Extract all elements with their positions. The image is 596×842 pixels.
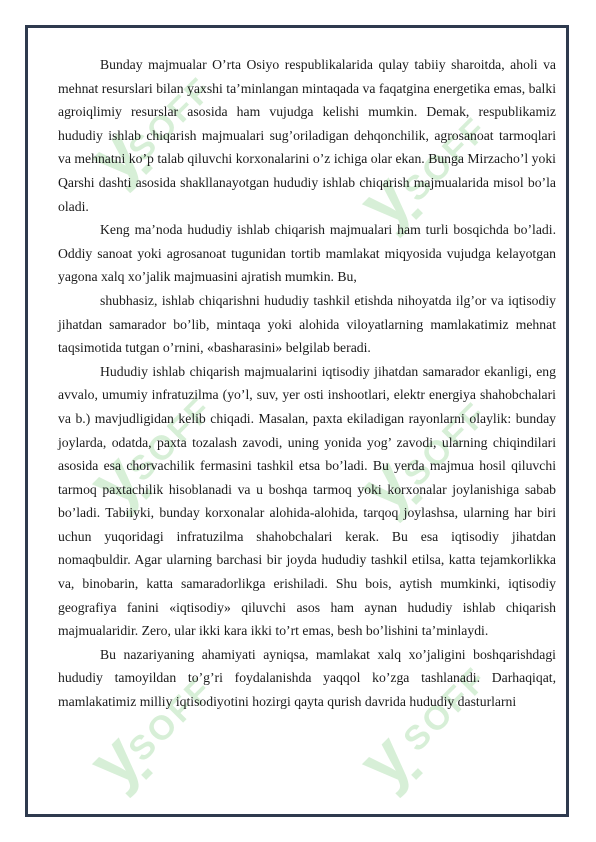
watermark-text: SOFF <box>396 109 496 209</box>
paragraph: Bunday majmualar O’rta Osiyo respublikalarida qulay tabiiy sharoitda, aholi va mehnat resurslari bilan yaxshi ta’minlangan mintaqada va faqatgina energetika emas, balki agroiqlimiy resurslar asosida ham vujudga kelishi mumkin. Demak, respublikamiz hududiy ishlab chiqarish majmualari sug’oriladigan dehqonchilik, agrosanoat tarmoqlari va mehnatni ko’p talab qiluvchi korxonalarini o’z ichiga olar ekan. Bunga Mirzacho’l yoki Qarshi dashti asosida shakllanayotgan hududiy ishlab chiqarish majmualarida misol bo’la oladi. <box>58 57 556 214</box>
watermark-logo: ỵ <box>73 438 156 522</box>
paragraph: Keng ma’noda hududiy ishlab chiqarish majmualari ham turli bosqichda bo’ladi. Oddiy sanoat yoki agrosanoat tugunidan tortib mamlakat miqyosida vujudga kelayotgan yagona xalq xo’jalik majmuasini ajratish mumkin. Bu, <box>58 222 556 285</box>
watermark-text: SOFF <box>396 659 496 759</box>
watermark-logo: ỵ <box>73 113 156 197</box>
watermark-logo: ỵ <box>73 718 156 802</box>
watermark-text: SOFF <box>121 389 221 489</box>
watermark-logo: ỵ <box>343 158 426 242</box>
paragraph: Bu nazariyaning ahamiyati ayniqsa, mamlakat xalq xo’jaligini boshqarishdagi hududiy tamoyildan to’g’ri foydalanishda yaqqol ko’zga tashlanadi. Darhaqiqat, mamlakatimiz milliy iqtisodiyotini hozirgi qayta qurish davrida hududiy dasturlarni <box>58 646 556 710</box>
paragraph: Hududiy ishlab chiqarish majmualarini iqtisodiy jihatdan samarador ekanligi, eng avvalo, umumiy infratuzilma (yo’l, suv, yer osti inshootlari, elektr energiya shahobchalari va b.) mavjudligidan kelib chiqadi. Masalan, paxta ekiladigan rayonlarni olaylik: bunday joylarda, odatda, paxta tozalash zavodi, uning yonida yog’ zavodi, ularning chiqindilari asosida esa chorvachilik fermasini tashkil etsa bo’ladi. Bu yerda majmua hosil qiluvchi tarmoq paxtachilik hisoblanadi va u boshqa tarmoq yoki korxonalar joylanishiga sabab bo’ladi. Tabiiyki, bunday korxonalar alohida-alohida, tarqoq joylashsa, ularning har biri uchun yuqoridagi infratuzilma shahobchalari kerak. Bu esa iqtisodiy jihatdan nomaqbuldir. Agar ularning barchasi bir joyda hududiy tashkil etilsa, katta tejamkorlikka va, binobarin, katta samaradorlikga erishiladi. Shu bois, aytish mumkinki, iqtisodiy geografiya fanini «iqtisodiy» qiluvchi asos ham aynan hududiy ishlab chiqarish majmualaridir. Zero, ular ikki kara ikki to’rt emas, besh bo’lishini ta’minlaydi. <box>58 363 556 639</box>
watermark-text: SOFF <box>396 394 496 494</box>
document-body <box>58 53 556 714</box>
paragraph: shubhasiz, ishlab chiqarishni hududiy tashkil etishda nihoyatda ilg’or va iqtisodiy jihatdan samarador bo’lib, mintaqa yoki alohida viloyatlarning mamlakatimiz mehnat taqsimotida tutgan o’rnini, «basharasini» belgilab beradi. <box>58 292 556 356</box>
watermark-logo: ỵ <box>343 718 426 802</box>
watermark-logo: ỵ <box>343 443 426 527</box>
watermark-text: SOFF <box>121 69 221 169</box>
watermark-text: SOFF <box>121 669 221 769</box>
